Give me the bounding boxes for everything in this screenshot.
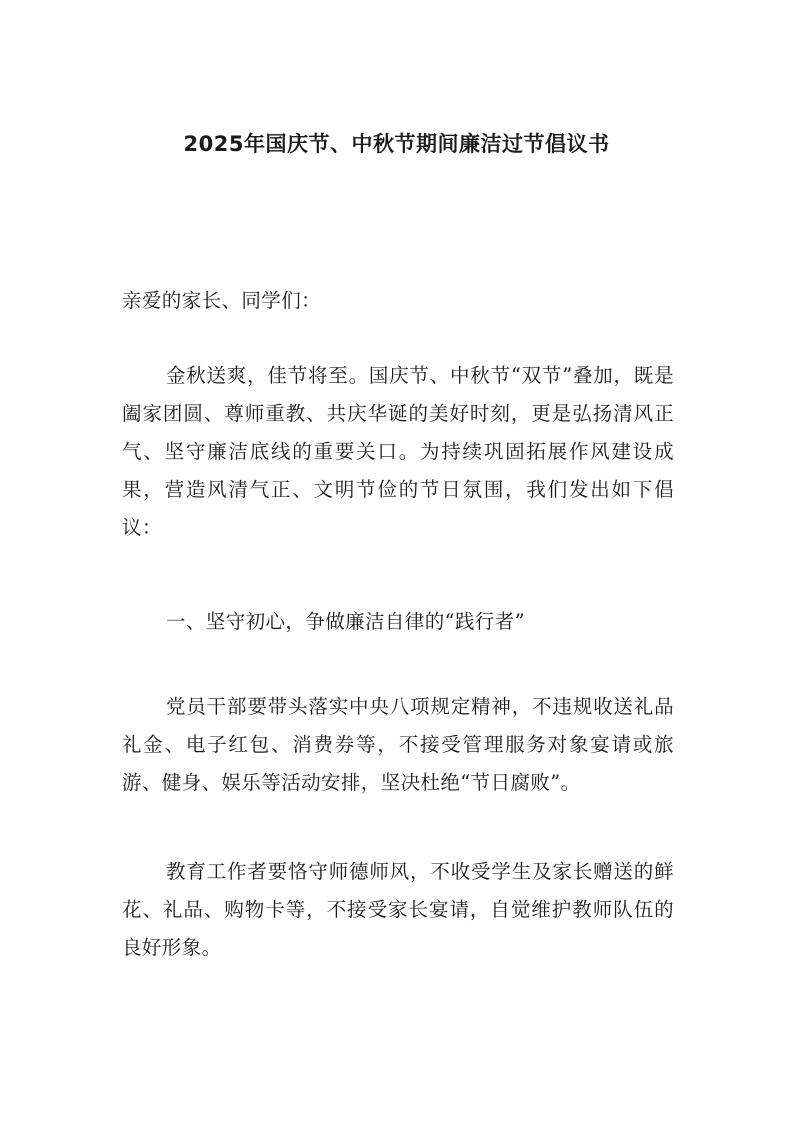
document-title: 2025年国庆节、中秋节期间廉洁过节倡议书: [183, 132, 610, 156]
section-paragraph-educators: 教育工作者要恪守师德师风，不收受学生及家长赠送的鲜花、礼品、购物卡等，不接受家长宴请，自觉维护教师队伍的良好形象。: [122, 860, 674, 959]
greeting: 亲爱的家长、同学们：: [122, 289, 322, 312]
intro-paragraph: 金秋送爽，佳节将至。国庆节、中秋节“双节”叠加，既是阖家团圆、尊师重教、共庆华诞的美好时刻，更是弘扬清风正气、坚守廉洁底线的重要关口。为持续巩固拓展作风建设成果，营造风清气正、文明节俭的节日氛围，我们发出如下倡议：: [122, 364, 674, 539]
section-heading: 一、坚守初心，争做廉洁自律的“践行者”: [166, 610, 526, 633]
section-paragraph-party-members: 党员干部要带头落实中央八项规定精神，不违规收送礼品礼金、电子红包、消费券等，不接受管理服务对象宴请或旅游、健身、娱乐等活动安排，坚决杜绝“节日腐败”。: [122, 695, 674, 794]
